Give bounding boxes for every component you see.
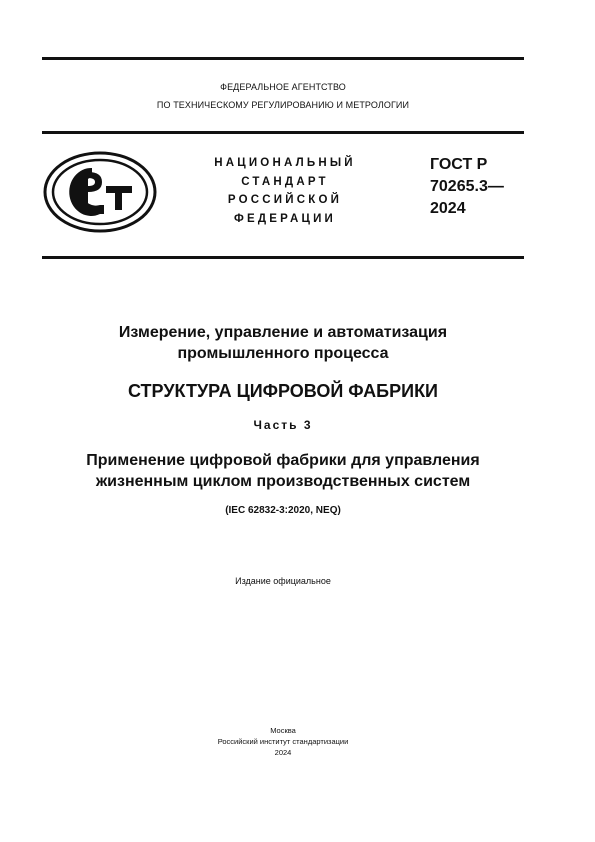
part-label: Часть 3 xyxy=(253,418,313,432)
national-standard-line-2: СТАНДАРТ xyxy=(241,175,329,188)
iec-reference: (IEC 62832-3:2020, NEQ) xyxy=(225,505,341,516)
standard-designation xyxy=(430,154,504,220)
rst-emblem-icon xyxy=(42,150,158,234)
top-rule xyxy=(42,57,524,60)
designation-line-1: ГОСТ Р xyxy=(430,156,488,173)
national-standard-line-3: РОССИЙСКОЙ xyxy=(227,194,343,206)
title-line-1: Измерение, управление и автоматизация xyxy=(118,324,448,341)
imprint-city: Москва xyxy=(270,726,296,735)
imprint xyxy=(42,725,524,758)
header-bottom-rule xyxy=(42,256,524,259)
designation-line-2: 70265.3— xyxy=(430,178,504,195)
subtitle-line-1: Применение цифровой фабрики для управления xyxy=(86,452,480,469)
agency-name-line-1: ФЕДЕРАЛЬНОЕ АГЕНТСТВО xyxy=(220,82,346,92)
imprint-year: 2024 xyxy=(274,748,292,757)
document-title xyxy=(42,322,524,364)
subtitle-line-2: жизненным циклом производственных систем xyxy=(95,473,471,490)
agency-name-line-2: ПО ТЕХНИЧЕСКОМУ РЕГУЛИРОВАНИЮ И МЕТРОЛОГИИ xyxy=(156,100,410,110)
document-title-caps: СТРУКТУРА ЦИФРОВОЙ ФАБРИКИ xyxy=(128,381,438,401)
header-top-rule xyxy=(42,131,524,134)
national-standard-label xyxy=(190,154,380,228)
imprint-publisher: Российский институт стандартизации xyxy=(217,737,349,746)
title-line-2: промышленного процесса xyxy=(177,345,389,362)
designation-line-3: 2024 xyxy=(430,200,466,217)
edition-label: Издание официальное xyxy=(235,576,331,586)
document-subtitle xyxy=(42,450,524,492)
national-standard-line-1: НАЦИОНАЛЬНЫЙ xyxy=(214,157,356,169)
national-standard-line-4: ФЕДЕРАЦИИ xyxy=(233,212,337,225)
